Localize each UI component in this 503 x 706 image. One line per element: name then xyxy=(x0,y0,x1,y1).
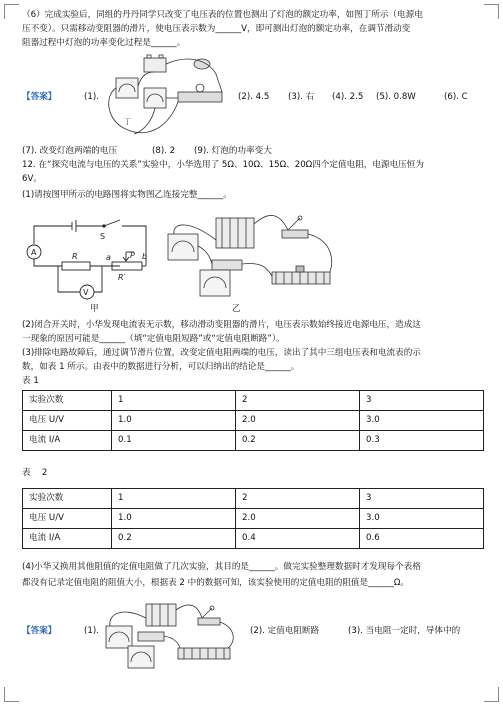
circuit-label-resistor: R xyxy=(72,252,78,261)
corner-mark-bottom-right xyxy=(484,687,499,702)
table-cell: 0.2 xyxy=(236,431,360,451)
table-cell: 2 xyxy=(236,489,360,509)
table1-caption: 表 1 xyxy=(22,376,39,386)
circuit-label-a: a xyxy=(106,253,111,262)
table-row xyxy=(23,509,484,529)
table-2 xyxy=(22,488,484,549)
table-row xyxy=(23,431,484,451)
table-cell: 1.0 xyxy=(112,411,236,431)
table-cell: 1 xyxy=(112,489,236,509)
answer2-part-3: (3). 当电阻一定时，导体中的 xyxy=(348,626,461,636)
table-cell: 0.6 xyxy=(360,529,484,549)
table-cell: 3.0 xyxy=(360,411,484,431)
table-row xyxy=(23,489,484,509)
apparatus-figure-yi xyxy=(160,200,340,302)
q6-line-2: 压不变）。只需移动变阻器的滑片，使电压表示数为______V，即可测出灯泡的额定功率，在调节滑动变 xyxy=(22,24,411,34)
corner-mark-bottom-left xyxy=(4,687,19,702)
q12-sub2-line-1: (2)闭合开关时，小华发现电流表无示数，移动滑动变阻器的滑片，电压表示数始终接近电源电压，造成这 xyxy=(22,320,421,330)
q12-sub4-line-1: (4)小华又换用其他阻值的定值电阻做了几次实验，其目的是______。做完实验整理数据时才发现每个表格 xyxy=(22,562,421,572)
answer-part-3: (3). 右 xyxy=(288,92,315,102)
circuit-label-slider: P xyxy=(130,251,135,260)
q12-sub4-line-2: 都没有记录定值电阻的阻值大小，根据表 2 中的数据可知，该实验使用的定值电阻的阻值是______Ω。 xyxy=(22,578,410,588)
figure-caption-yi: 乙 xyxy=(232,304,241,314)
q12-line-1: 12. 在“探究电流与电压的关系”实验中，小华选用了 5Ω、10Ω、15Ω、20Ω四个定值电阻，电源电压恒为 xyxy=(22,160,424,170)
table-row xyxy=(23,411,484,431)
svg-text:丁: 丁 xyxy=(124,118,131,126)
q12-sub3-line-2: 数，如表 1 所示。由表中的数据进行分析，可以归纳出的结论是______。 xyxy=(22,362,300,372)
answer-part-2: (2). 4.5 xyxy=(238,92,270,102)
answer-part-7: (7). 改变灯泡两端的电压 xyxy=(22,146,117,156)
table-cell: 1 xyxy=(112,391,236,411)
table-cell: 3.0 xyxy=(360,509,484,529)
table2-caption: 表 2 xyxy=(22,468,48,478)
answer-figure-apparatus xyxy=(98,52,228,140)
table-row xyxy=(23,391,484,411)
circuit-label-rheostat: R′ xyxy=(118,273,126,282)
table-cell: 2 xyxy=(236,391,360,411)
figure-caption-jia: 甲 xyxy=(90,304,99,314)
circuit-label-ammeter: A xyxy=(31,248,37,257)
answer2-figure-apparatus xyxy=(98,596,238,670)
answer2-part-2: (2). 定值电阻断路 xyxy=(250,626,320,636)
table-cell: 0.2 xyxy=(112,529,236,549)
q12-line-2: 6V。 xyxy=(22,174,42,184)
circuit-label-b: b xyxy=(142,252,148,261)
table-cell: 1.0 xyxy=(112,509,236,529)
circuit-label-voltmeter: V xyxy=(83,288,89,297)
table-cell: 0.4 xyxy=(236,529,360,549)
table-cell: 电压 U/V xyxy=(23,509,112,529)
answer-part-5: (5). 0.8W xyxy=(376,92,416,102)
q6-line-1: （6）完成实验后，同组的丹丹同学只改变了电压表的位置也测出了灯泡的额定功率，如图丁所示（电源电 xyxy=(22,10,423,20)
answer-part-9: (9). 灯泡的功率变大 xyxy=(194,146,272,156)
answer-part-6: (6). C xyxy=(444,92,468,102)
q12-sub3-line-1: (3)排除电路故障后，通过调节滑片位置，改变定值电阻两端的电压，读出了其中三组电压表和电流表的示 xyxy=(22,348,421,358)
answer-part-8: (8). 2 xyxy=(152,146,176,156)
table-cell: 3 xyxy=(360,391,484,411)
table-cell: 0.1 xyxy=(112,431,236,451)
answer-label: 【答案】 xyxy=(22,92,57,102)
corner-mark-top-left xyxy=(4,4,19,19)
q12-sub1: (1)请按图甲所示的电路图将实物图乙连接完整______。 xyxy=(22,190,232,200)
table-cell: 实验次数 xyxy=(23,391,112,411)
table-cell: 实验次数 xyxy=(23,489,112,509)
table-cell: 0.3 xyxy=(360,431,484,451)
answer-part-1: (1). xyxy=(84,92,99,102)
answer-part-4: (4). 2.5 xyxy=(332,92,364,102)
table-cell: 电流 I/A xyxy=(23,529,112,549)
table-cell: 电压 U/V xyxy=(23,411,112,431)
table-cell: 2.0 xyxy=(236,411,360,431)
q12-sub2-line-2: 一现象的原因可能是______（填“定值电阻短路”或“定值电阻断路”）。 xyxy=(22,334,285,344)
q6-line-3: 阻器过程中灯泡的功率变化过程是______。 xyxy=(22,38,186,48)
circuit-diagram-jia xyxy=(22,222,152,306)
table-1 xyxy=(22,390,484,451)
table-cell: 3 xyxy=(360,489,484,509)
table-cell: 电流 I/A xyxy=(23,431,112,451)
corner-mark-top-right xyxy=(484,4,499,19)
table-cell: 2.0 xyxy=(236,509,360,529)
table-row xyxy=(23,529,484,549)
answer-label: 【答案】 xyxy=(22,626,57,636)
circuit-label-switch: S xyxy=(100,232,106,241)
answer2-part-1: (1). xyxy=(84,626,99,636)
